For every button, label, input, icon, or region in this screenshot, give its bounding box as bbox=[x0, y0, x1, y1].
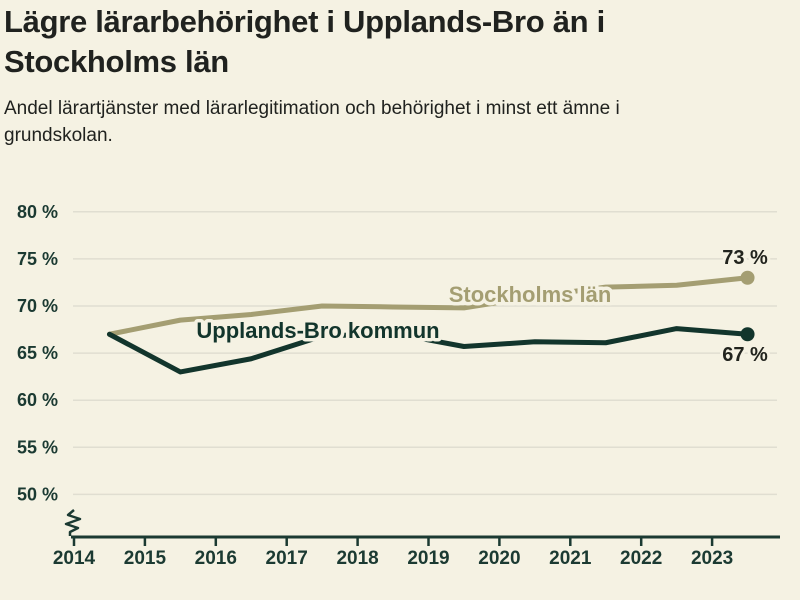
series-label-upplands-bro-kommun: Upplands-Bro kommun bbox=[196, 318, 440, 343]
x-axis-tick-label: 2022 bbox=[620, 548, 663, 569]
y-axis-tick-label: 50 % bbox=[16, 484, 58, 505]
page-title-line-2: Stockholms län bbox=[4, 44, 229, 79]
x-axis-tick-label: 2015 bbox=[123, 548, 167, 569]
y-axis-tick-label: 80 % bbox=[16, 201, 58, 222]
page-title bbox=[4, 2, 796, 82]
y-axis-tick-label: 70 % bbox=[16, 296, 58, 316]
x-axis-tick-label: 2021 bbox=[549, 548, 592, 569]
x-axis-tick-label: 2016 bbox=[194, 548, 237, 569]
y-axis-tick-label: 55 % bbox=[16, 437, 58, 458]
x-axis-tick-label: 2019 bbox=[407, 548, 450, 569]
y-axis-tick-label: 65 % bbox=[16, 343, 58, 364]
x-axis-tick-label: 2017 bbox=[265, 548, 308, 569]
chart-subtitle-line-1: Andel lärartjänster med lärarlegitimation och behörighet i minst ett ämne i bbox=[4, 98, 620, 119]
chart-subtitle-line-2: grundskolan. bbox=[4, 125, 113, 146]
series-end-value-label-upplands-bro-kommun: 67 % bbox=[722, 344, 768, 366]
y-axis-tick-label: 75 % bbox=[16, 248, 58, 269]
x-axis-tick-label: 2014 bbox=[52, 548, 96, 569]
series-end-dot-upplands-bro-kommun bbox=[741, 327, 755, 341]
x-axis-tick-label: 2023 bbox=[690, 548, 734, 569]
chart-header bbox=[4, 2, 796, 82]
series-end-value-label-stockholms-lan: 73 % bbox=[722, 247, 768, 269]
page-title-line-1: Lägre lärarbehörighet i Upplands-Bro än i bbox=[4, 4, 605, 39]
y-axis-tick-label: 60 % bbox=[16, 390, 58, 411]
chart-subtitle bbox=[4, 95, 796, 149]
x-axis-tick-label: 2020 bbox=[478, 548, 521, 569]
series-label-stockholms-lan: Stockholms län bbox=[448, 282, 612, 307]
y-axis-break-zigzag bbox=[66, 510, 80, 536]
series-end-dot-stockholms-lan bbox=[741, 271, 755, 285]
x-axis-tick-label: 2018 bbox=[336, 548, 379, 569]
